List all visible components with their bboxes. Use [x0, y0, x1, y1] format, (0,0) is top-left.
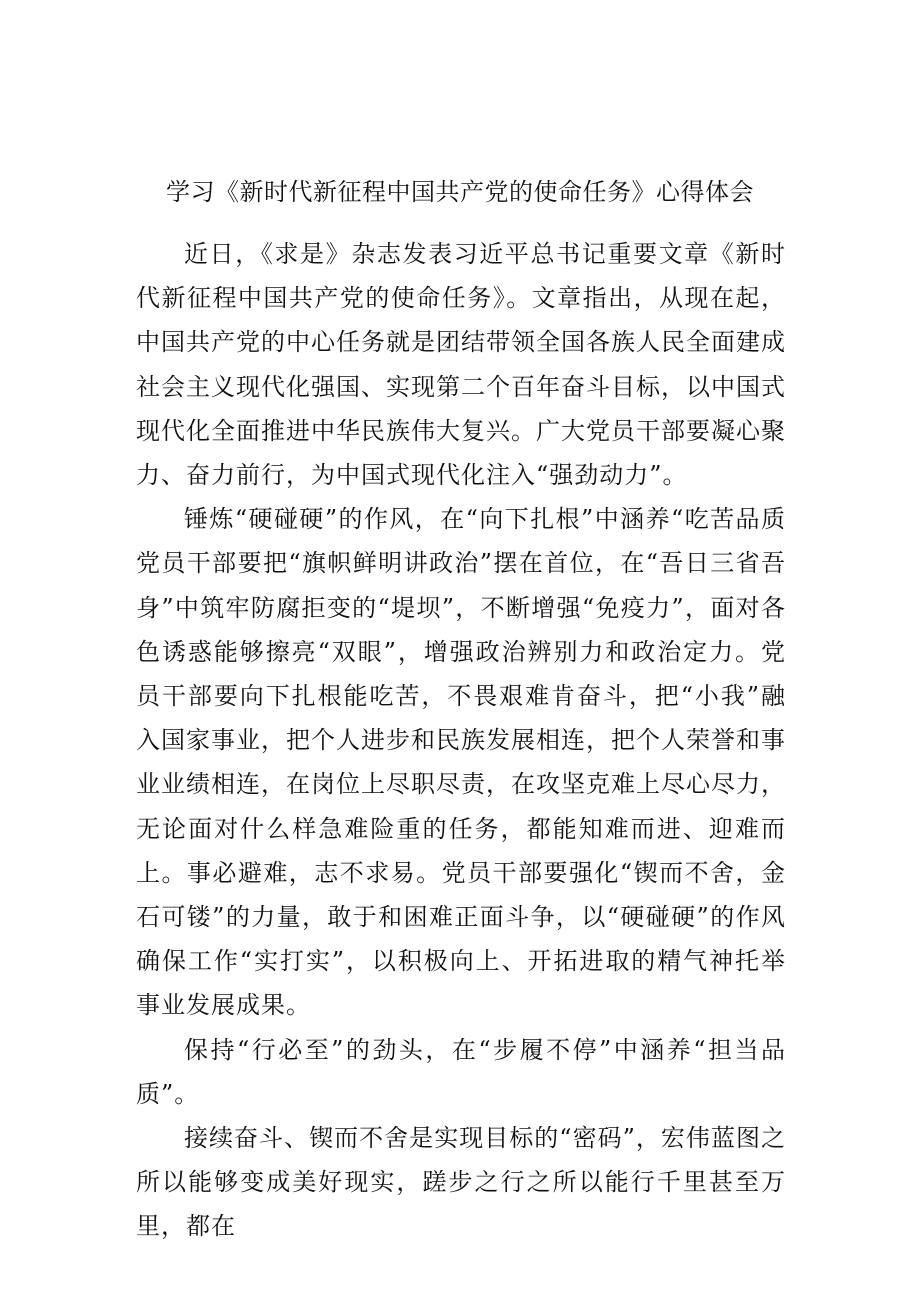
paragraph-2: 锤炼“硬碰硬”的作风，在“向下扎根”中涵养“吃苦品质党员干部要把“旗帜鲜明讲政治”摆在首位，在“吾日三省吾身”中筑牢防腐拒变的“堤坝”，不断增强“免疫力”，面对各色诱惑能够擦亮“双眼”，增强政治辨别力和政治定力。党员干部要向下扎根能吃苦，不畏艰难肯奋斗，把“小我”融入国家事业，把个人进步和民族发展相连，把个人荣誉和事业业绩相连，在岗位上尽职尽责，在攻坚克难上尽心尽力，无论面对什么样急难险重的任务，都能知难而进、迎难而上。事必避难，志不求易。党员干部要强化“锲而不舍，金石可镂”的力量，敢于和困难正面斗争，以“硬碰硬”的作风确保工作“实打实”，以积极向上、开拓进取的精气神托举事业发展成果。	[136, 505, 786, 1020]
paragraph-3: 保持“行必至”的劲头，在“步履不停”中涵养“担当品质”。	[136, 1035, 786, 1108]
document-body	[136, 232, 786, 1249]
paragraph-1: 近日，《求是》杂志发表习近平总书记重要文章《新时代新征程中国共产党的使命任务》。文章指出，从现在起，中国共产党的中心任务就是团结带领全国各族人民全面建成社会主义现代化强国、实现第二个百年奋斗目标，以中国式现代化全面推进中华民族伟大复兴。广大党员干部要凝心聚力、奋力前行，为中国式现代化注入“强劲动力”。	[136, 240, 786, 490]
paragraph-4: 接续奋斗、锲而不舍是实现目标的“密码”，宏伟蓝图之所以能够变成美好现实，蹉步之行之所以能行千里甚至万里，都在	[136, 1124, 786, 1241]
document-title: 学习《新时代新征程中国共产党的使命任务》心得体会	[166, 178, 754, 206]
